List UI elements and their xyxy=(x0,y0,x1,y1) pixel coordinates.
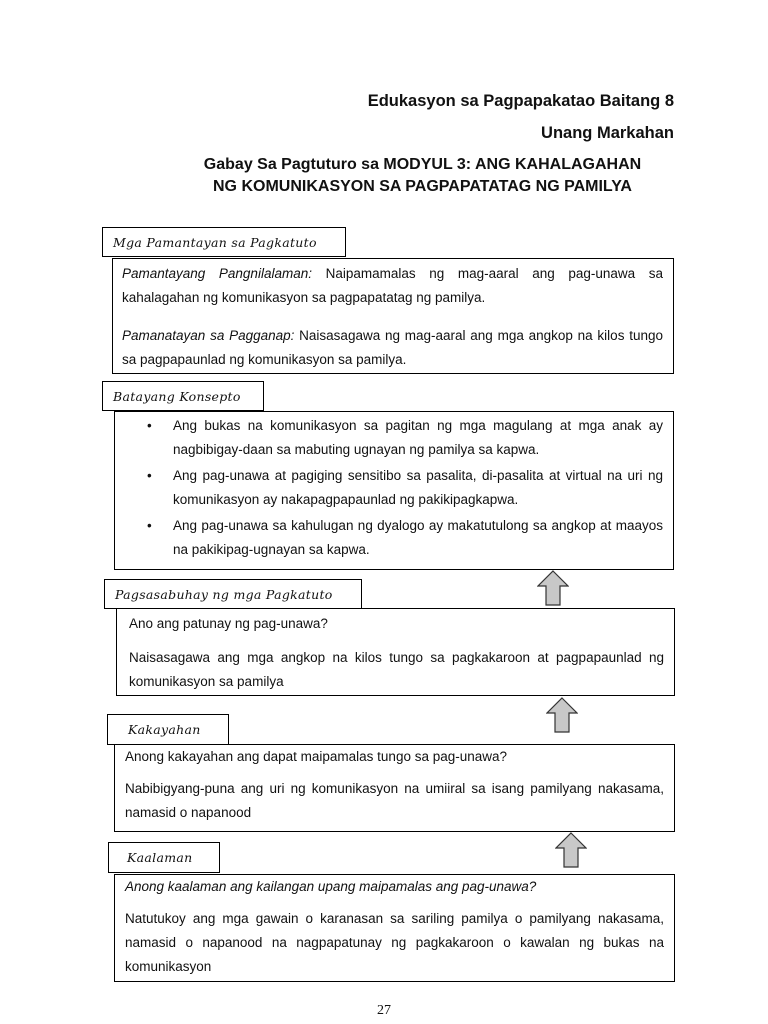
content-standard xyxy=(122,262,663,310)
knowledge-tag: Kaalaman xyxy=(108,842,220,873)
application-answer: Naisasagawa ang mga angkop na kilos tungo sa pagkakaroon at pagpapaunlad ng komunikasyon sa pamilya xyxy=(129,650,664,689)
concept-box xyxy=(114,411,674,570)
application-tag: Pagsasabuhay ng mga Pagkatuto xyxy=(104,579,362,609)
page-number: 27 xyxy=(377,1003,391,1018)
concept-bullet-item xyxy=(115,514,673,562)
guide-title-line2: NG KOMUNIKASYON SA PAGPAPATATAG NG PAMILYA xyxy=(213,178,632,195)
quarter-title: Unang Markahan xyxy=(541,124,674,142)
standards-tag: Mga Pamantayan sa Pagkatuto xyxy=(102,227,346,257)
knowledge-answer: Natutukoy ang mga gawain o karanasan sa sariling pamilya o pamilyang nakasama, namasid o napanood na nagpapatunay ng pagkakaroon o kawalan ng bukas na komunikasyon xyxy=(125,911,664,974)
concept-list xyxy=(115,414,673,562)
knowledge-question-text: Anong kaalaman ang kailangan upang maipamalas ang pag-unawa? xyxy=(125,879,537,894)
concept-bullet-item xyxy=(115,414,673,462)
skills-answer: Nabibigyang-puna ang uri ng komunikasyon na umiiral sa isang pamilyang nakasama, namasid o napanood xyxy=(125,781,664,820)
application-box xyxy=(116,608,675,696)
performance-standard-label: Pamanatayan sa Pagganap: xyxy=(122,328,295,343)
concept-bullet-text: Ang pag-unawa at pagiging sensitibo sa pasalita, di-pasalita at virtual na uri ng komunikasyon ay nakapagpapaunlad ng pakikipagkapwa. xyxy=(173,468,663,507)
skills-box xyxy=(114,744,675,832)
skills-tag: Kakayahan xyxy=(107,714,229,745)
guide-title-line1: Gabay Sa Pagtuturo sa MODYUL 3: ANG KAHALAGAHAN xyxy=(203,156,642,173)
content-standard-text: Naipamamalas ng mag-aaral ang pag-unawa sa kahalagahan ng komunikasyon sa pagpapatatag ng pamilya. xyxy=(122,266,664,305)
up-arrow-icon xyxy=(537,570,569,606)
bullet-icon: • xyxy=(147,518,152,533)
knowledge-box xyxy=(114,874,675,982)
bullet-icon: • xyxy=(147,468,152,483)
up-arrow-icon xyxy=(546,697,578,733)
content-standard-label: Pamantayang Pangnilalaman: xyxy=(122,266,312,281)
bullet-icon: • xyxy=(147,418,152,433)
concept-tag: Batayang Konsepto xyxy=(102,381,264,411)
skills-question: Anong kakayahan ang dapat maipamalas tungo sa pag-unawa? xyxy=(125,749,508,764)
up-arrow-icon xyxy=(555,832,587,868)
knowledge-question xyxy=(125,875,664,899)
application-question: Ano ang patunay ng pag-unawa? xyxy=(129,616,328,631)
standards-box xyxy=(112,258,674,374)
performance-standard xyxy=(122,324,663,372)
performance-standard-text: Naisasagawa ng mag-aaral ang mga angkop na kilos tungo sa pagpapaunlad ng komunikasyon sa pamilya. xyxy=(122,328,663,367)
concept-bullet-item xyxy=(115,464,673,512)
concept-bullet-text: Ang pag-unawa sa kahulugan ng dyalogo ay makatutulong sa angkop at maayos na pakikipag-ugnayan sa kapwa. xyxy=(173,518,663,557)
subject-title: Edukasyon sa Pagpapakatao Baitang 8 xyxy=(367,92,674,110)
concept-bullet-text: Ang bukas na komunikasyon sa pagitan ng mga magulang at mga anak ay nagbibigay-daan sa mabuting ugnayan ng pamilya sa kapwa. xyxy=(173,418,663,457)
